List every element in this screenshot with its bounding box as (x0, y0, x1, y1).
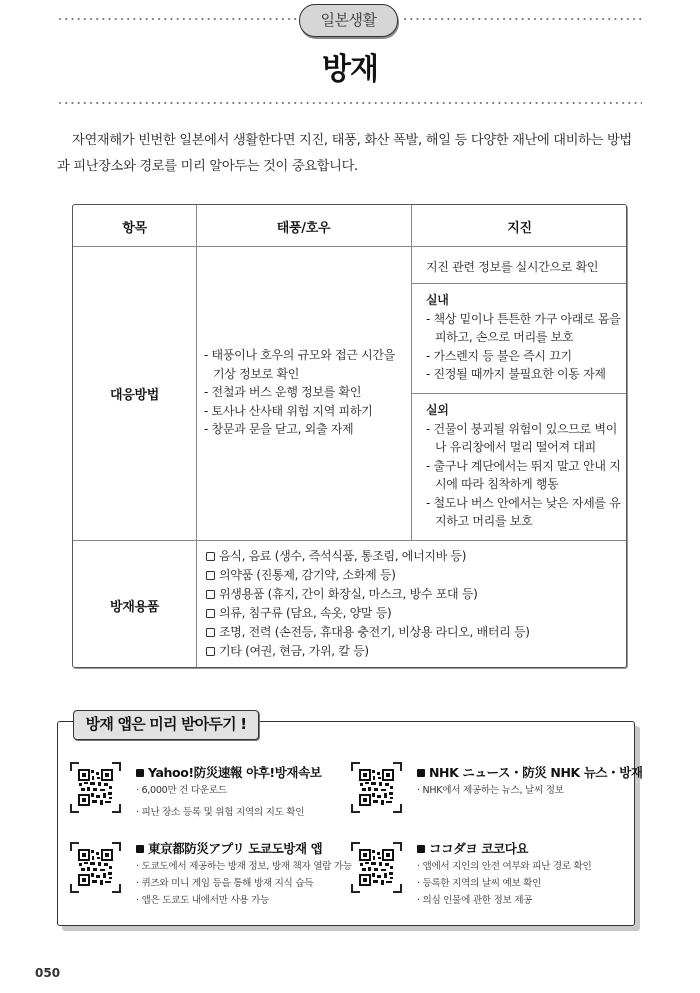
outdoor-item: - 철도나 버스 안에서는 낮은 자세를 유지하고 머리를 보호 (426, 495, 621, 528)
supply-label: 의류, 침구류 (담요, 속옷, 양말 등) (219, 606, 392, 620)
checkbox-icon (206, 590, 215, 599)
dotted-divider-top-right (402, 18, 642, 20)
app-desc-line: · NHK에서 제공하는 뉴스, 날씨 정보 (417, 785, 564, 796)
eq-divider-2 (411, 393, 627, 394)
app-desc-line: · 등록한 지역의 날씨 예보 확인 (417, 878, 542, 889)
app-name-text: ココダヨ 코코다요 (429, 841, 529, 856)
indoor-title: 실내 (426, 293, 449, 307)
supply-item (206, 547, 621, 566)
typhoon-item: - 태풍이나 호우의 규모와 접근 시간을 기상 정보로 확인 (204, 348, 395, 381)
col-divider-1 (196, 205, 197, 668)
row-label-response: 대응방법 (109, 388, 160, 403)
checkbox-icon (206, 552, 215, 561)
typhoon-item: - 전철과 버스 운행 정보를 확인 (204, 385, 362, 399)
earthquake-indoor (426, 291, 623, 384)
app-name (417, 763, 643, 781)
app-desc-line: · 피난 장소 등록 및 위험 지역의 지도 확인 (136, 807, 305, 818)
supplies-checklist (206, 547, 621, 661)
dotted-divider-top-left (57, 18, 297, 20)
app-description (417, 782, 564, 799)
category-label: 일본생활 (299, 4, 398, 37)
supply-label: 음식, 음료 (생수, 즉석식품, 통조림, 에너지바 등) (219, 549, 467, 563)
row-label-supplies: 방재용품 (109, 600, 160, 615)
square-bullet-icon (417, 769, 425, 777)
app-name-text: 東京都防災アプリ 도쿄도방재 앱 (148, 841, 323, 856)
app-name (136, 763, 321, 781)
outdoor-item: - 출구나 계단에서는 뛰지 말고 안내 지시에 따라 침착하게 행동 (426, 458, 621, 491)
supply-item (206, 566, 621, 585)
app-name (417, 839, 528, 857)
indoor-item: - 가스렌지 등 불은 즉시 끄기 (426, 348, 572, 363)
intro-paragraph (57, 128, 647, 180)
app-desc-line: · 퀴즈와 미니 게임 등을 통해 방재 지식 습득 (136, 878, 314, 889)
app-description (136, 780, 304, 824)
app-desc-line: · 앱은 도쿄도 내에서만 사용 가능 (136, 895, 270, 906)
qr-code-icon[interactable] (70, 842, 121, 893)
col-divider-2 (411, 205, 412, 541)
apps-box-title: 방재 앱은 미리 받아두기 ! (73, 710, 259, 740)
outdoor-item: - 건물이 붕괴될 위험이 있으므로 벽이나 유리창에서 멀리 떨어져 대피 (426, 421, 617, 454)
outdoor-title: 실외 (426, 403, 449, 417)
supply-item (206, 585, 621, 604)
supply-label: 조명, 전력 (손전등, 휴대용 충전기, 비상용 라디오, 배터리 등) (219, 625, 530, 639)
typhoon-response-list (204, 346, 404, 439)
app-description (136, 858, 352, 909)
app-name-text: NHK ニュース・防災 NHK 뉴스・방재 (429, 765, 643, 780)
checkbox-icon (206, 628, 215, 637)
intro-line-1: 자연재해가 빈번한 일본에서 생활한다면 지진, 태풍, 화산 폭발, 해일 등 다양한 재난에 대비하는 방법 (72, 133, 632, 148)
dotted-divider-bottom (57, 102, 642, 104)
app-desc-line: · 도쿄도에서 제공하는 방재 정보, 방재 책자 열람 가능 (136, 861, 352, 872)
indoor-item: - 책상 밑이나 튼튼한 가구 아래로 몸을 피하고, 손으로 머리를 보호 (426, 311, 621, 344)
disaster-response-table (72, 204, 627, 668)
row-divider (73, 540, 627, 541)
qr-code-icon[interactable] (351, 842, 402, 893)
supply-item (206, 604, 621, 623)
qr-code-icon[interactable] (351, 762, 402, 813)
typhoon-item: - 창문과 문을 닫고, 외출 자제 (204, 422, 354, 436)
app-desc-line: · 앱에서 지인의 안전 여부와 피난 경로 확인 (417, 861, 592, 872)
header-typhoon: 태풍/호우 (276, 221, 331, 236)
indoor-item: - 진정될 때까지 불필요한 이동 자제 (426, 367, 606, 381)
header-divider (73, 246, 627, 247)
qr-code-icon[interactable] (70, 762, 121, 813)
app-name-text: Yahoo!防災速報 야후!방재속보 (148, 765, 322, 780)
intro-line-2: 과 피난장소와 경로를 미리 알아두는 것이 중요합니다. (57, 159, 358, 174)
app-name (136, 839, 322, 857)
header-earthquake: 지진 (507, 221, 532, 236)
app-desc-line: · 의심 인물에 관한 정보 제공 (417, 895, 533, 906)
supply-item (206, 623, 621, 642)
typhoon-item: - 토사나 산사태 위험 지역 피하기 (204, 403, 373, 418)
checkbox-icon (206, 609, 215, 618)
page-number: 050 (35, 966, 61, 980)
page-title: 방재 (322, 52, 378, 87)
eq-divider-1 (411, 283, 627, 284)
square-bullet-icon (417, 845, 425, 853)
supply-label: 기타 (여권, 현금, 가위, 칼 등) (219, 644, 369, 658)
app-desc-line: · 6,000만 건 다운로드 (136, 785, 227, 796)
supply-item (206, 642, 621, 661)
supply-label: 의약품 (진통제, 감기약, 소화제 등) (219, 568, 396, 582)
square-bullet-icon (136, 769, 144, 777)
header-item: 항목 (122, 221, 147, 236)
supply-label: 위생용품 (휴지, 간이 화장실, 마스크, 방수 포대 등) (219, 587, 478, 601)
square-bullet-icon (136, 845, 144, 853)
earthquake-general: 지진 관련 정보를 실시간으로 확인 (426, 260, 599, 274)
checkbox-icon (206, 647, 215, 656)
earthquake-outdoor (426, 401, 623, 531)
app-description (417, 858, 591, 909)
checkbox-icon (206, 571, 215, 580)
